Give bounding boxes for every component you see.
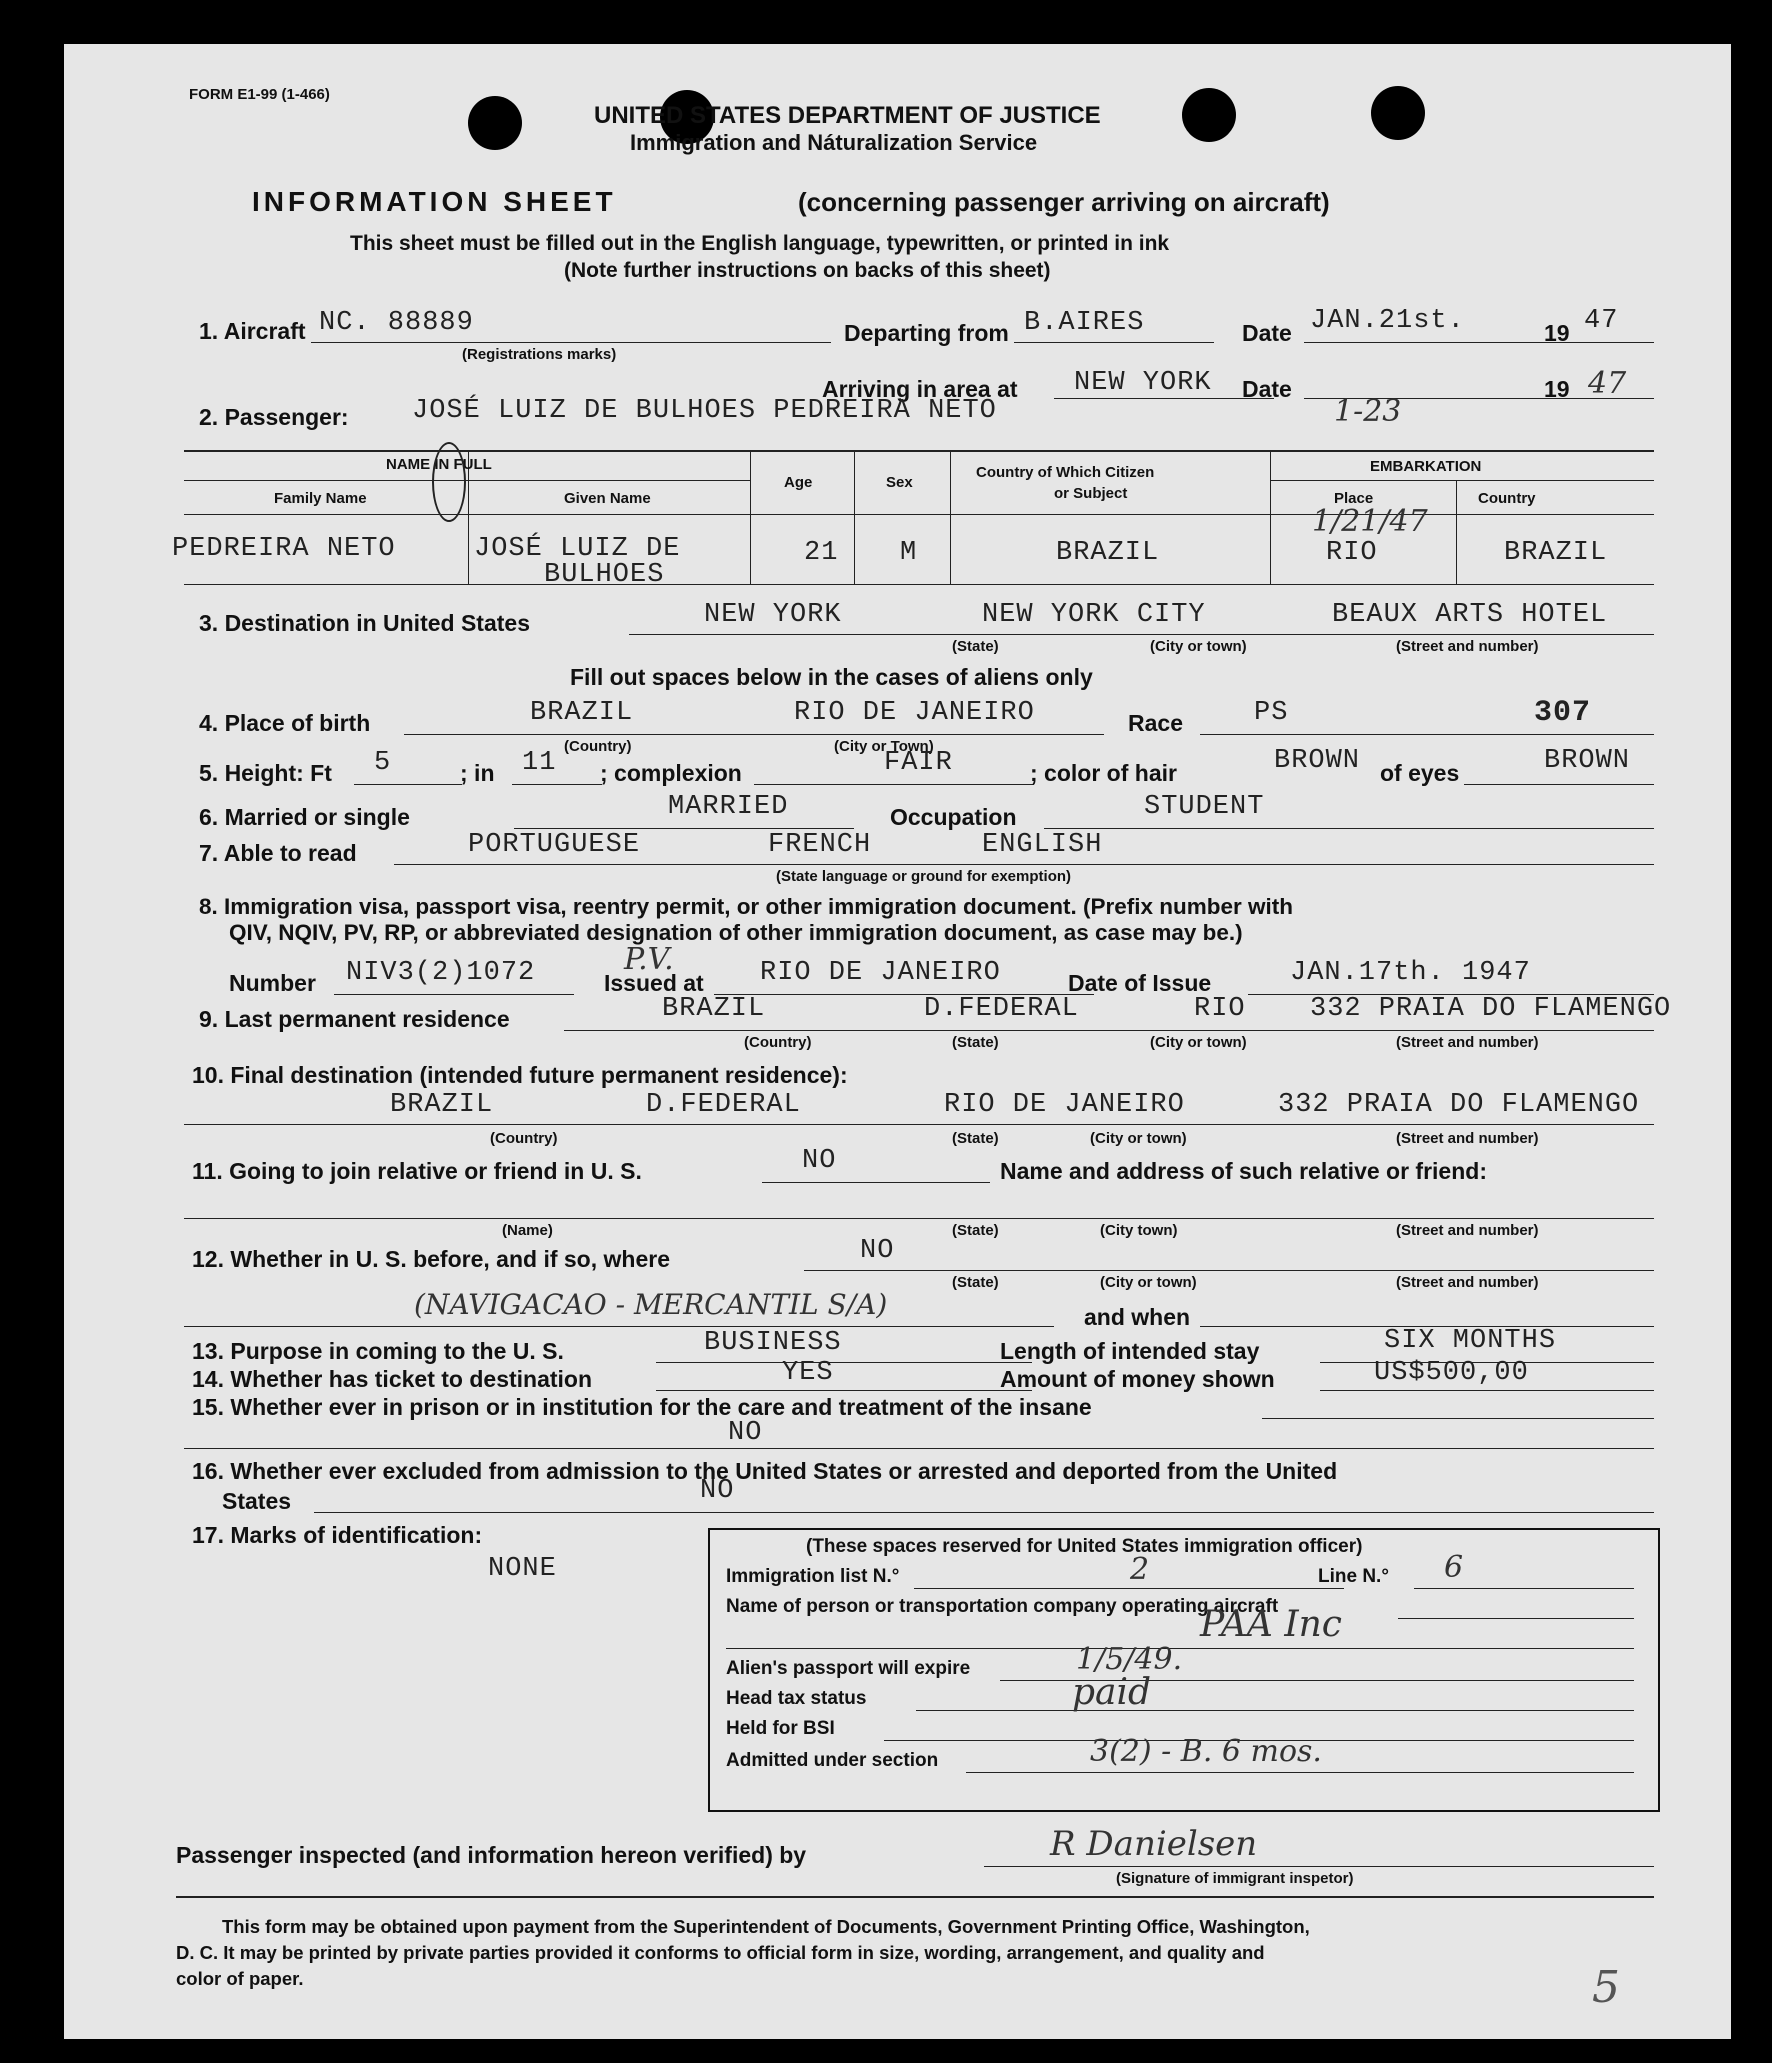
col-divider-6: [1456, 480, 1457, 584]
destination-state[interactable]: NEW YORK: [704, 600, 842, 630]
destination-line: [629, 634, 1654, 635]
ticket-label: 14. Whether has ticket to destination: [192, 1366, 593, 1392]
stay-value[interactable]: SIX MONTHS: [1384, 1326, 1557, 1356]
service-title: Immigration and Náturalization Service: [630, 130, 1038, 155]
destination-cap-city: (City or town): [1150, 638, 1247, 655]
purpose-value[interactable]: BUSINESS: [704, 1328, 842, 1358]
final-state[interactable]: D.FEDERAL: [646, 1090, 801, 1120]
date-line: [1304, 342, 1654, 343]
complexion-line: [754, 784, 1034, 785]
residence-state[interactable]: D.FEDERAL: [924, 994, 1079, 1024]
aliens-note: Fill out spaces below in the cases of aliens only: [570, 664, 1093, 690]
arriving-label: Arriving in area at: [822, 376, 1018, 402]
section-line: [966, 1772, 1634, 1773]
occupation-value[interactable]: STUDENT: [1144, 792, 1265, 822]
passenger-value[interactable]: JOSÉ LUIZ DE BULHOES PEDREIRA NETO: [412, 396, 997, 426]
tax-value[interactable]: paid: [1072, 1672, 1152, 1713]
aircraft-line: [311, 342, 831, 343]
embark-country-header: Country: [1478, 490, 1536, 507]
final-country[interactable]: BRAZIL: [390, 1090, 494, 1120]
join-label: 11. Going to join relative or friend in U. S.: [192, 1158, 642, 1184]
footer-line-2: D. C. It may be printed by private parties provided it conforms to official form in size, wording, arrangement, and quality and: [176, 1942, 1265, 1963]
departing-line: [1014, 342, 1214, 343]
destination-cap-street: (Street and number): [1396, 638, 1539, 655]
page-mark: 5: [1592, 1962, 1620, 2013]
col-divider-5: [1270, 450, 1271, 584]
company-line: [1398, 1618, 1634, 1619]
section-value[interactable]: 3(2) - B. 6 mos.: [1090, 1734, 1322, 1769]
arriving-line: [1054, 398, 1274, 399]
section-label: Admitted under section: [726, 1750, 939, 1771]
read-lang-1[interactable]: PORTUGUESE: [468, 830, 641, 860]
residence-cap-country: (Country): [744, 1034, 812, 1051]
purpose-line: [656, 1362, 1032, 1363]
excluded-line-1: 16. Whether ever excluded from admission to the United States or arrested and deported from the United: [192, 1458, 1338, 1484]
bsi-label: Held for BSI: [726, 1718, 835, 1739]
height-in-line: [512, 784, 602, 785]
year-prefix: 19: [1544, 320, 1570, 346]
final-city[interactable]: RIO DE JANEIRO: [944, 1090, 1185, 1120]
height-label: 5. Height: Ft: [199, 760, 332, 786]
given-name-value-1[interactable]: JOSÉ LUIZ DE: [474, 534, 681, 564]
prison-value[interactable]: NO: [728, 1418, 763, 1448]
inspector-signature[interactable]: R Danielsen: [1050, 1824, 1258, 1864]
prison-line: [1262, 1418, 1654, 1419]
footer-line-1: This form may be obtained upon payment from the Superintendent of Documents, Government Printing Office, Washington,: [222, 1916, 1310, 1937]
final-cap-street: (Street and number): [1396, 1130, 1539, 1147]
visa-number[interactable]: NIV3(2)1072: [346, 958, 536, 988]
married-value[interactable]: MARRIED: [668, 792, 789, 822]
before-cap-city: (City or town): [1100, 1274, 1197, 1291]
department-title: UNITED STATES DEPARTMENT OF JUSTICE: [594, 102, 1101, 129]
birth-cap-country: (Country): [564, 738, 632, 755]
arrival-year-prefix: 19: [1544, 376, 1570, 402]
before-where-line: [184, 1326, 1054, 1327]
excluded-line: [314, 1512, 1654, 1513]
race-line: [1200, 734, 1654, 735]
read-caption: (State language or ground for exemption): [776, 868, 1072, 885]
passenger-label: 2. Passenger:: [199, 404, 349, 430]
company-label: Name of person or transportation company operating aircraft: [726, 1596, 1279, 1617]
place-value[interactable]: RIO: [1326, 538, 1378, 568]
join-cap-name: (Name): [502, 1222, 553, 1239]
departing-value[interactable]: B.AIRES: [1024, 308, 1145, 338]
before-cap-street: (Street and number): [1396, 1274, 1539, 1291]
signature-caption: (Signature of immigrant inspetor): [1116, 1870, 1354, 1887]
citizen-value[interactable]: BRAZIL: [1056, 538, 1160, 568]
residence-cap-state: (State): [952, 1034, 999, 1051]
residence-line: [564, 1030, 1654, 1031]
visa-line-2: QIV, NQIV, PV, RP, or abbreviated designation of other immigration document, as case may be.): [229, 920, 1243, 945]
destination-street[interactable]: BEAUX ARTS HOTEL: [1332, 600, 1608, 630]
form-subtitle: (concerning passenger arriving on aircraft): [798, 187, 1330, 217]
sex-header: Sex: [886, 474, 913, 491]
issued-value[interactable]: RIO DE JANEIRO: [760, 958, 1001, 988]
visa-number-note[interactable]: P.V.: [624, 942, 674, 977]
before-line: [804, 1270, 1654, 1271]
read-line: [394, 864, 1654, 865]
birth-label: 4. Place of birth: [199, 710, 371, 736]
birth-cap-city: (City or Town): [834, 738, 934, 755]
footer-divider: [176, 1896, 1654, 1898]
visa-line-1: 8. Immigration visa, passport visa, reentry permit, or other immigration document. (Prefix number with: [199, 894, 1293, 919]
residence-street[interactable]: 332 PRAIA DO FLAMENGO: [1310, 994, 1672, 1024]
line-no-label: Line N.°: [1318, 1566, 1389, 1587]
given-name-header: Given Name: [564, 490, 651, 507]
name-header-line: [184, 480, 750, 481]
officer-box-title: (These spaces reserved for United States immigration officer): [806, 1536, 1363, 1557]
final-street[interactable]: 332 PRAIA DO FLAMENGO: [1278, 1090, 1640, 1120]
eyes-label: of eyes: [1380, 760, 1460, 786]
aircraft-label: 1. Aircraft: [199, 318, 306, 344]
aircraft-value[interactable]: NC. 88889: [319, 308, 474, 338]
marks-value[interactable]: NONE: [488, 1554, 557, 1584]
join-line: [762, 1182, 990, 1183]
final-line: [184, 1124, 1654, 1125]
final-cap-state: (State): [952, 1130, 999, 1147]
arrival-date-label: Date: [1242, 376, 1292, 402]
married-label: 6. Married or single: [199, 804, 410, 830]
date-label: Date: [1242, 320, 1292, 346]
citizen-header-1: Country of Which Citizen: [976, 464, 1155, 481]
before-label: 12. Whether in U. S. before, and if so, where: [192, 1246, 670, 1272]
col-divider-4: [950, 450, 951, 584]
read-label: 7. Able to read: [199, 840, 357, 866]
residence-label: 9. Last permanent residence: [199, 1006, 510, 1032]
join-cap-street: (Street and number): [1396, 1222, 1539, 1239]
place-date-value[interactable]: 1/21/47: [1312, 504, 1428, 539]
line-no-value[interactable]: 6: [1444, 1550, 1464, 1585]
final-cap-city: (City or town): [1090, 1130, 1187, 1147]
signature-line: [984, 1866, 1654, 1867]
destination-cap-state: (State): [952, 638, 999, 655]
join-value[interactable]: NO: [802, 1146, 837, 1176]
form-title: INFORMATION SHEET: [252, 186, 617, 217]
immigration-list-value[interactable]: 2: [1130, 1552, 1150, 1587]
join-address-line: [184, 1218, 1654, 1219]
residence-city[interactable]: RIO: [1194, 994, 1246, 1024]
family-name-value[interactable]: PEDREIRA NETO: [172, 534, 396, 564]
hair-label: ; color of hair: [1030, 760, 1177, 786]
before-cap-state: (State): [952, 1274, 999, 1291]
punch-hole-far-right: [1371, 86, 1425, 140]
money-line: [1320, 1390, 1654, 1391]
information-sheet: [64, 44, 1731, 2039]
read-lang-2[interactable]: FRENCH: [768, 830, 872, 860]
complexion-label: ; complexion: [600, 760, 742, 786]
tax-label: Head tax status: [726, 1688, 867, 1709]
col-divider-2: [750, 450, 751, 584]
doi-label: Date of Issue: [1068, 970, 1212, 996]
race-value[interactable]: PS: [1254, 698, 1289, 728]
eyes-line: [1464, 784, 1654, 785]
excluded-value[interactable]: NO: [700, 1476, 735, 1506]
birth-city[interactable]: RIO DE JANEIRO: [794, 698, 1035, 728]
before-value[interactable]: NO: [860, 1236, 895, 1266]
hair-value[interactable]: BROWN: [1274, 746, 1361, 776]
occupation-label: Occupation: [890, 804, 1017, 830]
age-value[interactable]: 21: [804, 538, 839, 568]
table-header-line: [184, 514, 1654, 515]
family-name-header: Family Name: [274, 490, 367, 507]
punch-hole-left: [468, 96, 522, 150]
arrival-year-value[interactable]: 47: [1588, 366, 1627, 401]
form-id: FORM E1-99 (1-466): [189, 86, 330, 103]
ticket-line: [656, 1390, 1032, 1391]
sex-value[interactable]: M: [900, 538, 918, 568]
table-top-line: [184, 450, 1654, 452]
given-name-value-2[interactable]: BULHOES: [544, 560, 665, 590]
birth-line: [404, 734, 1104, 735]
occupation-line: [1044, 828, 1654, 829]
money-label: Amount of money shown: [1000, 1366, 1275, 1392]
final-cap-country: (Country): [490, 1130, 558, 1147]
arrival-date-value[interactable]: 1-23: [1334, 394, 1402, 429]
destination-city[interactable]: NEW YORK CITY: [982, 600, 1206, 630]
visa-number-label: Number: [229, 970, 316, 996]
place-header: Place: [1334, 490, 1374, 507]
arriving-value[interactable]: NEW YORK: [1074, 368, 1212, 398]
height-in[interactable]: 11: [522, 748, 557, 778]
immigration-list-line: [914, 1588, 1344, 1589]
race-code[interactable]: 307: [1534, 696, 1592, 730]
eyes-value[interactable]: BROWN: [1544, 746, 1631, 776]
name-in-full-header: NAME IN FULL: [386, 456, 492, 473]
height-ft[interactable]: 5: [374, 748, 392, 778]
join-cap-city: (City town): [1100, 1222, 1178, 1239]
married-line: [514, 828, 854, 829]
date-value[interactable]: JAN.21st.: [1310, 306, 1465, 336]
residence-cap-city: (City or town): [1150, 1034, 1247, 1051]
tax-line: [916, 1710, 1634, 1711]
col-divider-3: [854, 450, 855, 584]
departing-label: Departing from: [844, 320, 1009, 346]
passport-value[interactable]: 1/5/49.: [1076, 1642, 1183, 1677]
destination-label: 3. Destination in United States: [199, 610, 530, 636]
prison-line-2: [184, 1448, 1654, 1449]
residence-cap-street: (Street and number): [1396, 1034, 1539, 1051]
inches-label: ; in: [460, 760, 495, 786]
read-lang-3[interactable]: ENGLISH: [982, 830, 1103, 860]
prison-label: 15. Whether ever in prison or in institution for the care and treatment of the insane: [192, 1394, 1092, 1420]
instruction-2: (Note further instructions on backs of this sheet): [564, 259, 1051, 282]
birth-country[interactable]: BRAZIL: [530, 698, 634, 728]
table-bottom-line: [184, 584, 1654, 585]
ticket-value[interactable]: YES: [782, 1358, 834, 1388]
join-cap-state: (State): [952, 1222, 999, 1239]
instruction-1: This sheet must be filled out in the English language, typewritten, or printed in ink: [350, 232, 1170, 255]
before-handwritten[interactable]: (NAVIGACAO - MERCANTIL S/A): [414, 1288, 888, 1321]
embarkation-header: EMBARKATION: [1370, 458, 1482, 475]
residence-country[interactable]: BRAZIL: [662, 994, 766, 1024]
stay-label: Length of intended stay: [1000, 1338, 1260, 1364]
year-value[interactable]: 47: [1584, 306, 1619, 336]
immigration-list-label: Immigration list N.°: [726, 1566, 900, 1587]
hand-circle-mark: [432, 442, 466, 522]
embark-country-value[interactable]: BRAZIL: [1504, 538, 1608, 568]
company-value[interactable]: PAA Inc: [1200, 1604, 1342, 1645]
inspected-label: Passenger inspected (and information hereon verified) by: [176, 1842, 807, 1868]
embark-header-line: [1270, 480, 1654, 481]
final-label: 10. Final destination (intended future permanent residence):: [192, 1062, 848, 1088]
issued-label: Issued at: [604, 970, 704, 996]
age-header: Age: [784, 474, 813, 491]
citizen-header-2: or Subject: [1054, 485, 1128, 502]
line-no-line: [1414, 1588, 1634, 1589]
race-label: Race: [1128, 710, 1183, 736]
height-ft-line: [354, 784, 462, 785]
footer-line-3: color of paper.: [176, 1968, 304, 1989]
money-value[interactable]: US$500,00: [1374, 1358, 1529, 1388]
aircraft-caption: (Registrations marks): [462, 346, 617, 363]
passport-label: Alien's passport will expire: [726, 1658, 971, 1679]
join-name-label: Name and address of such relative or friend:: [1000, 1158, 1487, 1184]
excluded-line-2: States: [222, 1488, 292, 1514]
purpose-label: 13. Purpose in coming to the U. S.: [192, 1338, 564, 1364]
when-label: and when: [1084, 1304, 1191, 1330]
marks-label: 17. Marks of identification:: [192, 1522, 483, 1548]
doi-value[interactable]: JAN.17th. 1947: [1290, 958, 1531, 988]
complexion-value[interactable]: FAIR: [884, 748, 953, 778]
punch-hole-right: [1182, 88, 1236, 142]
visa-number-line: [334, 994, 574, 995]
